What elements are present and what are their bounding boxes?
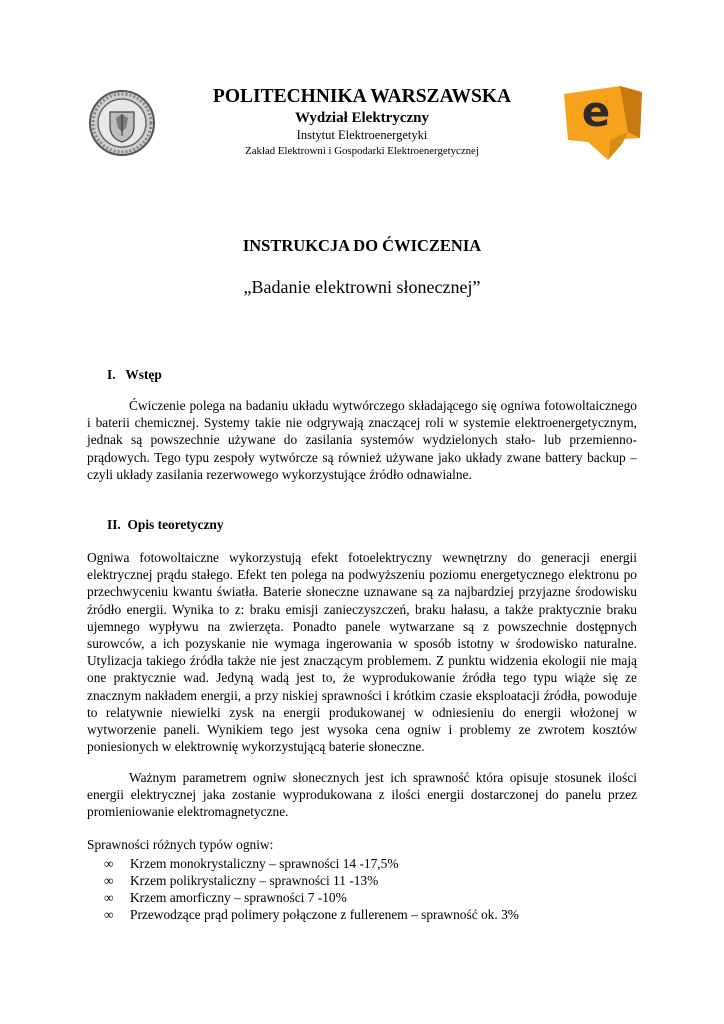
list-item: ∞ Krzem polikrystaliczny – sprawności 11 -13% [104,873,379,888]
infinity-bullet-icon: ∞ [104,907,114,922]
infinity-bullet-icon: ∞ [104,890,114,905]
theory-paragraph-1: Ogniwa fotowoltaiczne wykorzystują efekt fotoelektryczny wewnętrzny do generacji energii elektrycznej prądu stałego. Efekt ten polega na podwyższeniu poziomu energetycznego elektronu po przechwyceniu kwantu światła. Baterie słoneczne uznawane są za najbardziej przyjazne środowisku źródło energii. Wynika to z: braku emisji zanieczyszczeń, braku hałasu, a także praktycznie braku ujemnego wypływu na zwierzęta. Ponadto panele wytwarzane są z powszechnie dostępnych surowców, a ich pozyskanie nie wymaga ingerowania w sposób istotny w środowisko naturalne. Utylizacja takiego źródła także nie jest znaczącym problemem. Z punktu widzenia ekologii nie mają one praktycznie wad. Jedyną wadą jest to, że wyprodukowanie źródła tego typu wiąże się ze znacznym nakładem energii, a przy niskiej sprawności i krótkim czasie eksploatacji źródła, powoduje to relatywnie niewielki zysk na energii produkowanej w odniesieniu do energii włożonej w wytworzenie paneli. Wynikiem tego jest wysoka cena ogniw i problemy ze zwrotem kosztów poniesionych w elektrownię wykorzystującą baterie słoneczne. [87,550,637,755]
efficiency-list-title: Sprawności różnych typów ogniw: [87,837,274,852]
document-title: INSTRUKCJA DO ĆWICZENIA [242,236,482,255]
faculty-name: Wydział Elektryczny [294,110,429,126]
document-subtitle: „Badanie elektrowni słonecznej” [243,277,481,297]
institute-name: Instytut Elektroenergetyki [296,128,428,142]
department-name: Zakład Elektrowni i Gospodarki Elektroenergetycznej [245,145,479,157]
list-item: ∞ Krzem monokrystaliczny – sprawności 14 -17,5% [104,856,399,871]
infinity-bullet-icon: ∞ [104,856,114,871]
theory-paragraph-2: Ważnym parametrem ogniw słonecznych jest ich sprawność która opisuje stosunek ilości energii elektrycznej jaka zostanie wyprodukowana z ilości energii dostarczonej do panelu przez promieniowanie elektromagnetyczne. [87,770,637,820]
efficiency-list [104,855,519,923]
section-heading-intro: I. Wstęp [107,367,162,382]
section-heading-theory: II. Opis teoretyczny [107,517,224,532]
list-item: ∞ Krzem amorficzny – sprawności 7 -10% [104,890,347,905]
university-name: POLITECHNIKA WARSZAWSKA [212,86,512,107]
list-item: ∞ Przewodzące prąd polimery połączone z fullerenem – sprawność ok. 3% [104,907,519,922]
infinity-bullet-icon: ∞ [104,873,114,888]
logo-letter: e [581,87,611,136]
intro-paragraph: Ćwiczenie polega na badaniu układu wytwórczego składającego się ogniwa fotowoltaicznego i baterii chemicznej. Systemy takie nie odgrywają znaczącej roli w systemie elektroenergetycznym, jednak są powszechnie używane do zasilania systemów wydzielonych stało- lub przemienno-prądowych. Tego typu zespoły wytwórcze są również używane jako układy zwane battery backup – czyli układy zasilania rezerwowego wykorzystujące źródło odnawialne. [87,398,637,482]
